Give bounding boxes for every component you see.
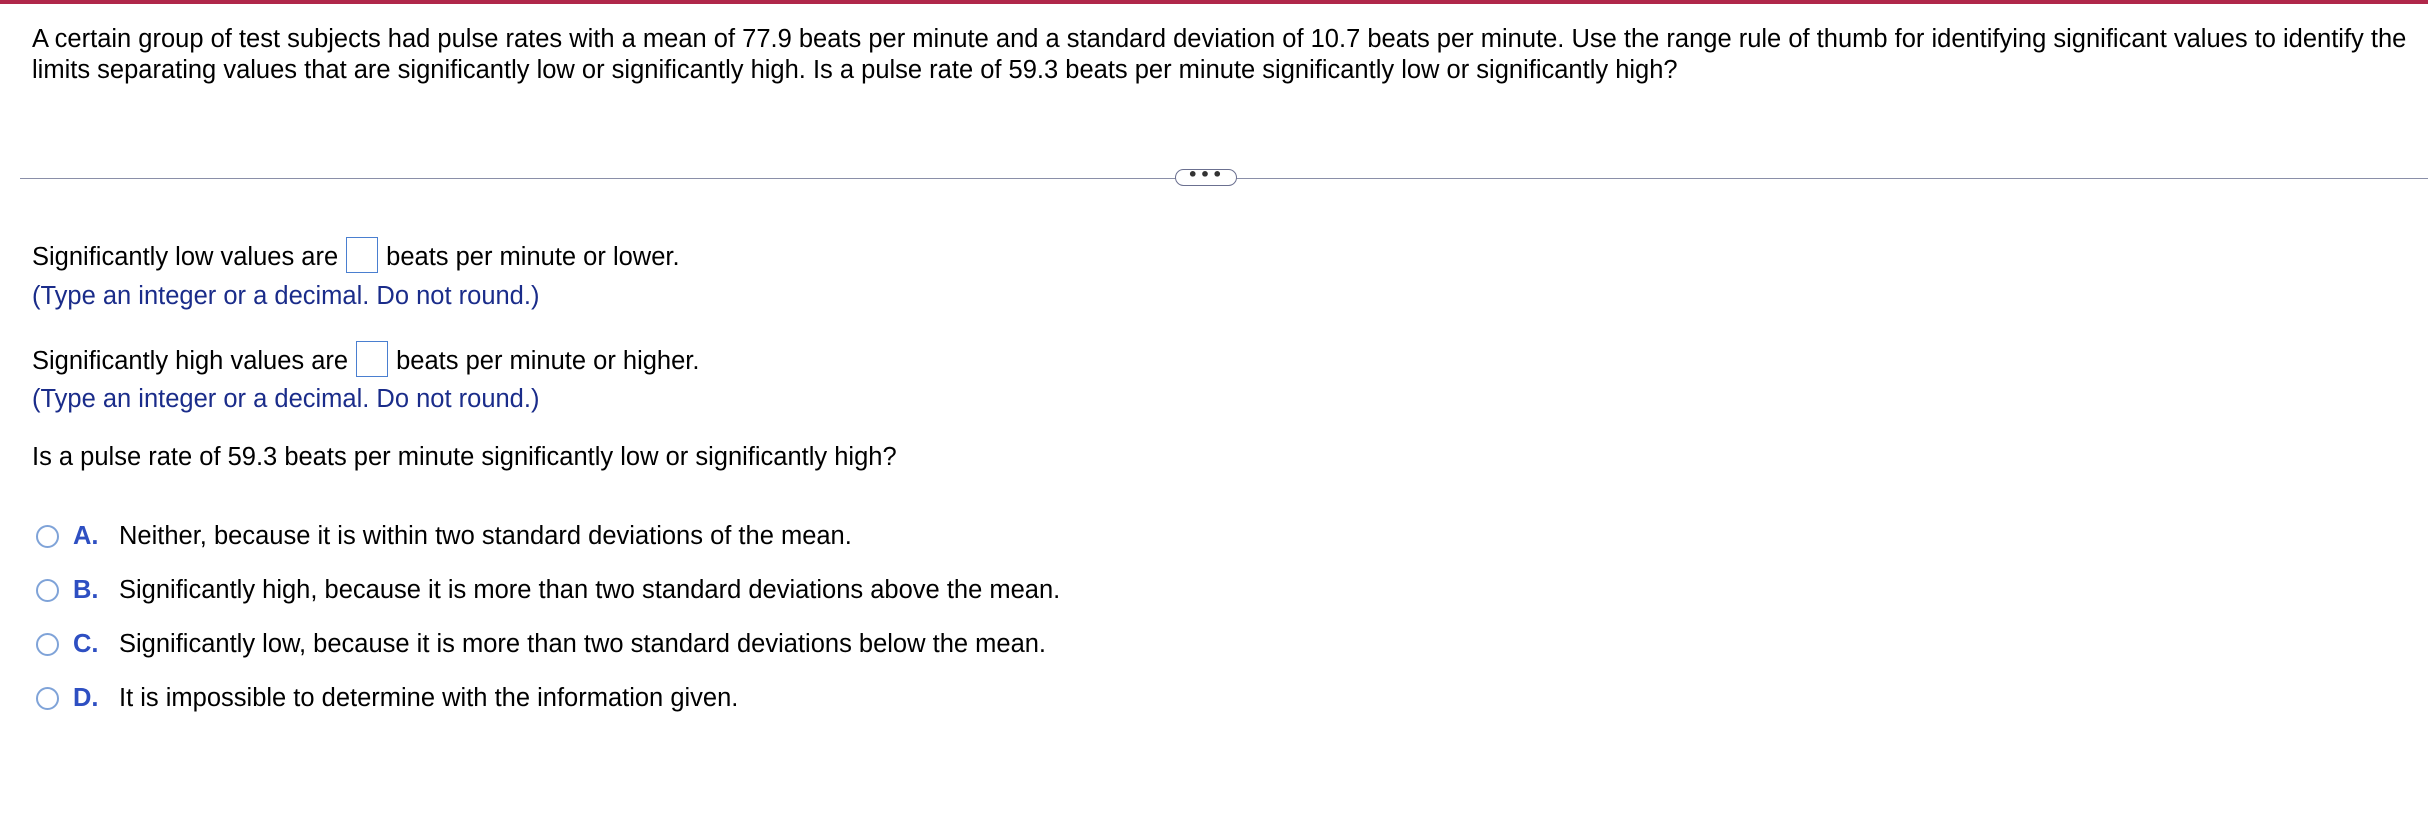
expand-more-button[interactable]: •••	[1175, 169, 1237, 186]
question-text: A certain group of test subjects had pulse rates with a mean of 77.9 beats per minute and a standard deviation of 10.7 beats per minute. Use the range rule of thumb for identifying significant values to identify the limits separating values that are significantly low or significantly high. Is a pulse rate of 59.3 beats per minute significantly low or significantly high?	[32, 25, 2407, 84]
high-values-prefix: Significantly high values are	[32, 347, 349, 375]
option-d-letter: D.	[73, 683, 99, 712]
high-values-line	[32, 346, 699, 377]
radio-d-icon[interactable]	[36, 687, 59, 710]
radio-a-icon[interactable]	[36, 525, 59, 548]
pulse-question: Is a pulse rate of 59.3 beats per minute significantly low or significantly high?	[32, 443, 897, 471]
low-values-suffix: beats per minute or lower.	[386, 243, 680, 271]
top-accent-bar	[0, 0, 2428, 4]
option-a-letter: A.	[73, 521, 99, 550]
option-d[interactable]	[36, 682, 738, 714]
option-b-letter: B.	[73, 575, 99, 604]
option-c-text: Significantly low, because it is more than two standard deviations below the mean.	[119, 629, 1047, 658]
option-b[interactable]	[36, 574, 1060, 606]
option-d-text: It is impossible to determine with the information given.	[119, 683, 739, 712]
option-b-text: Significantly high, because it is more than two standard deviations above the mean.	[119, 575, 1061, 604]
high-value-input[interactable]	[356, 341, 388, 377]
option-c-letter: C.	[73, 629, 99, 658]
high-values-suffix: beats per minute or higher.	[396, 347, 700, 375]
option-c[interactable]	[36, 628, 1046, 660]
high-values-hint: (Type an integer or a decimal. Do not round.)	[32, 385, 540, 413]
option-a[interactable]	[36, 520, 852, 552]
low-values-line	[32, 242, 680, 273]
radio-b-icon[interactable]	[36, 579, 59, 602]
low-values-hint: (Type an integer or a decimal. Do not round.)	[32, 282, 540, 310]
radio-c-icon[interactable]	[36, 633, 59, 656]
low-values-prefix: Significantly low values are	[32, 243, 339, 271]
low-value-input[interactable]	[346, 237, 378, 273]
option-a-text: Neither, because it is within two standard deviations of the mean.	[119, 521, 852, 550]
